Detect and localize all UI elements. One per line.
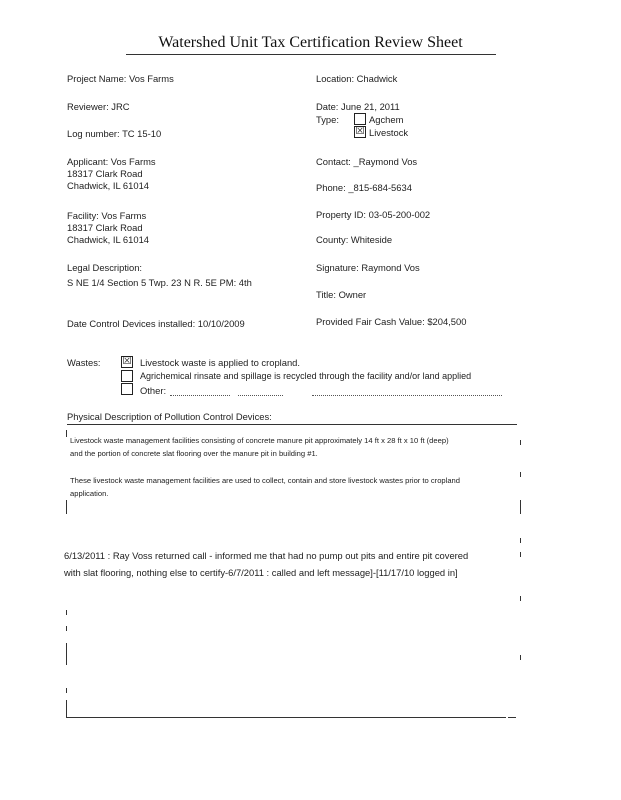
box-edge-mark: [66, 430, 67, 437]
applicant-street: 18317 Clark Road: [67, 168, 143, 179]
type-agchem-label: Agchem: [369, 114, 404, 125]
waste-option-label: Agrichemical rinsate and spillage is recycled through the facility and/or land applied: [140, 371, 472, 381]
type-agchem-checkbox[interactable]: [354, 113, 366, 125]
property-id-field: Property ID: 03-05-200-002: [316, 209, 431, 220]
waste-option-label: Livestock waste is applied to cropland.: [140, 357, 300, 368]
description-paragraph-line: Livestock waste management facilities consisting of concrete manure pit approximately 14 ft x 28 ft x 10 ft (deep): [70, 436, 449, 445]
section-bottom-rule: [508, 717, 516, 718]
facility-street: 18317 Clark Road: [67, 222, 143, 233]
box-edge-mark: [520, 538, 521, 543]
phone-field: Phone: _815-684-5634: [316, 182, 412, 193]
legal-description-value: S NE 1/4 Section 5 Twp. 23 N R. 5E PM: 4th: [67, 277, 252, 288]
date-field: Date: June 21, 2011: [316, 101, 400, 112]
applicant-name: Applicant: Vos Farms: [67, 156, 156, 167]
review-note-line: with slat flooring, nothing else to certify-6/7/2011 : called and left message]-[11/17/10 logged in]: [64, 567, 458, 578]
box-edge-mark: [520, 500, 521, 514]
title-underline: [126, 54, 496, 55]
type-label: Type:: [316, 114, 339, 125]
facility-name: Facility: Vos Farms: [67, 210, 147, 221]
description-paragraph-line: application.: [70, 489, 109, 498]
wastes-label: Wastes:: [67, 357, 101, 368]
type-livestock-checkbox[interactable]: ☒: [355, 126, 365, 137]
page-title: Watershed Unit Tax Certification Review Sheet: [158, 34, 463, 51]
location-field: Location: Chadwick: [316, 73, 398, 84]
waste-option-checkbox[interactable]: ☒: [122, 356, 132, 367]
other-blank-line: [170, 395, 230, 396]
section-rule: [67, 424, 517, 425]
waste-option-checkbox[interactable]: [121, 370, 133, 382]
box-edge-mark: [66, 500, 67, 514]
box-edge-mark: [66, 688, 67, 693]
county-field: County: Whiteside: [316, 234, 393, 245]
waste-option-checkbox[interactable]: [121, 383, 133, 395]
other-blank-line: [312, 395, 502, 396]
signature-field: Signature: Raymond Vos: [316, 262, 420, 273]
review-note-line: 6/13/2011 : Ray Voss returned call - informed me that had no pump out pits and entire pit covered: [64, 550, 469, 561]
box-edge-mark: [520, 655, 521, 660]
log-number-field: Log number: TC 15-10: [67, 128, 162, 139]
reviewer-field: Reviewer: JRC: [67, 101, 130, 112]
box-edge-mark: [520, 596, 521, 601]
waste-option-label: Other:: [140, 385, 167, 396]
project-name-field: Project Name: Vos Farms: [67, 73, 174, 84]
box-edge-mark: [66, 643, 67, 665]
description-paragraph-line: These livestock waste management facilities are used to collect, contain and store livestock wastes prior to cropland: [70, 476, 461, 485]
box-edge-mark: [66, 700, 67, 718]
box-edge-mark: [66, 626, 67, 631]
applicant-city: Chadwick, IL 61014: [67, 180, 149, 191]
contact-field: Contact: _Raymond Vos: [316, 156, 418, 167]
control-devices-date: Date Control Devices installed: 10/10/2009: [67, 318, 245, 329]
box-edge-mark: [520, 552, 521, 557]
section-bottom-rule: [66, 717, 506, 718]
facility-city: Chadwick, IL 61014: [67, 234, 149, 245]
title-field: Title: Owner: [316, 289, 367, 300]
box-edge-mark: [520, 472, 521, 477]
box-edge-mark: [520, 440, 521, 445]
other-blank-line: [238, 395, 283, 396]
description-paragraph-line: and the portion of concrete slat flooring over the manure pit in building #1.: [70, 449, 318, 458]
box-edge-mark: [66, 610, 67, 615]
physical-description-heading: Physical Description of Pollution Control Devices:: [67, 411, 272, 422]
type-livestock-label: Livestock: [369, 127, 409, 138]
legal-description-label: Legal Description:: [67, 262, 143, 273]
fair-cash-value-field: Provided Fair Cash Value: $204,500: [316, 316, 467, 327]
